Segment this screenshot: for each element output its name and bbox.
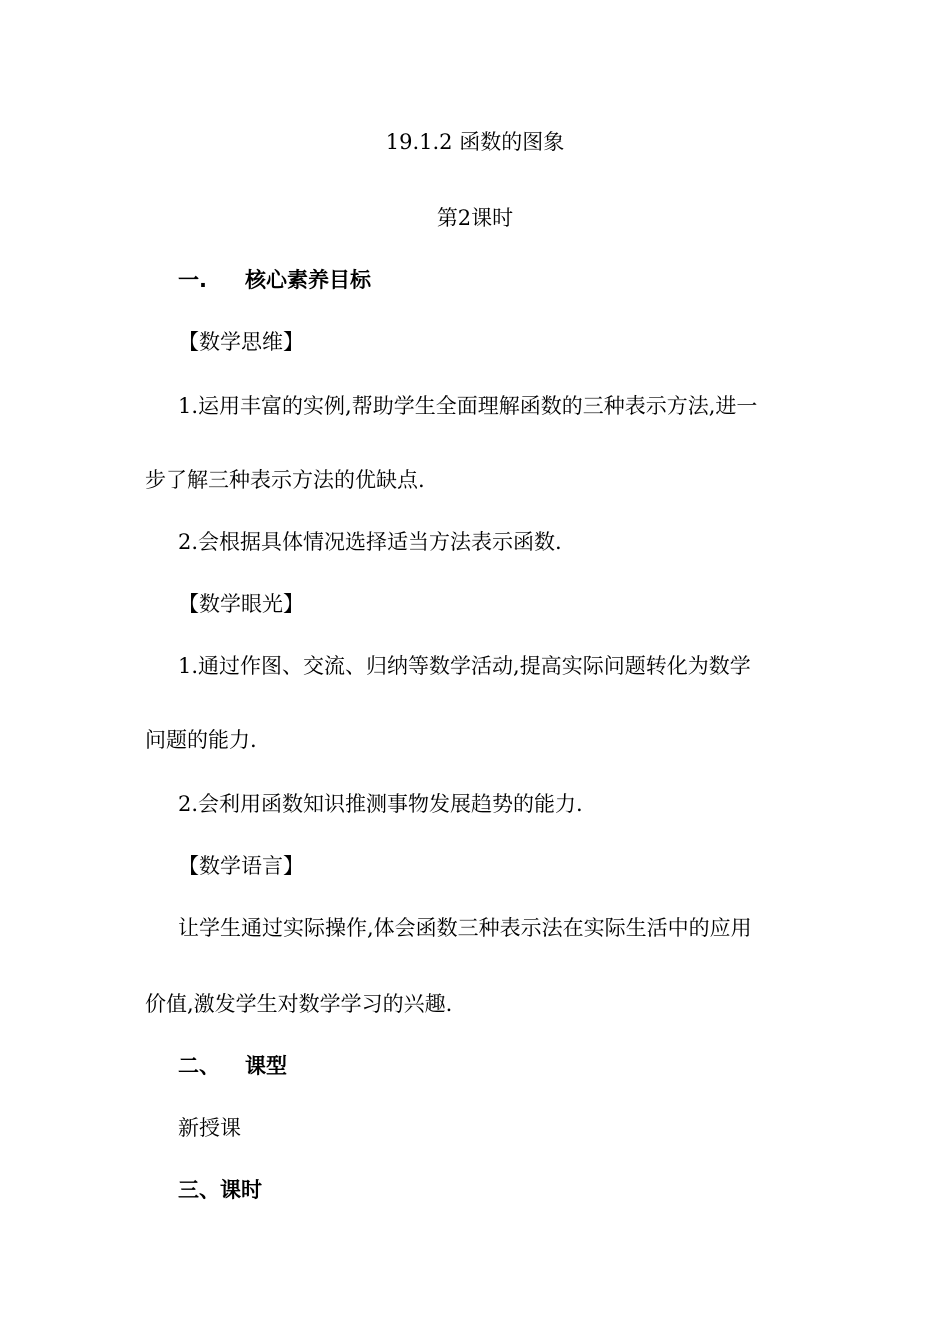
paragraph-line: 1.通过作图、交流、归纳等数学活动,提高实际问题转化为数学 bbox=[178, 654, 751, 678]
paragraph-line: 让学生通过实际操作,体会函数三种表示法在实际生活中的应用 bbox=[178, 916, 752, 940]
section-title: 核心素养目标 bbox=[245, 268, 371, 292]
paragraph-line: 价值,激发学生对数学学习的兴趣. bbox=[145, 992, 453, 1016]
subheading-math-thinking: 【数学思维】 bbox=[178, 330, 304, 354]
paragraph-line: 问题的能力. bbox=[145, 728, 257, 752]
document-title: 19.1.2 函数的图象 bbox=[385, 130, 565, 154]
paragraph-line: 2.会利用函数知识推测事物发展趋势的能力. bbox=[178, 792, 583, 816]
section-number: 二、 bbox=[178, 1054, 220, 1078]
paragraph-line: 1.运用丰富的实例,帮助学生全面理解函数的三种表示方法,进一 bbox=[178, 394, 758, 418]
paragraph-line: 2.会根据具体情况选择适当方法表示函数. bbox=[178, 530, 562, 554]
section-heading-lesson-type bbox=[178, 1053, 287, 1079]
subheading-math-vision: 【数学眼光】 bbox=[178, 592, 304, 616]
section-number: 一. bbox=[178, 268, 207, 292]
lesson-type-value: 新授课 bbox=[178, 1116, 241, 1140]
section-heading-class-hours: 三、课时 bbox=[178, 1178, 262, 1202]
section-heading-core-goals bbox=[178, 267, 371, 293]
paragraph-line: 步了解三种表示方法的优缺点. bbox=[145, 468, 425, 492]
section-title: 课型 bbox=[245, 1054, 287, 1078]
lesson-period: 第2课时 bbox=[436, 206, 514, 230]
subheading-math-language: 【数学语言】 bbox=[178, 854, 304, 878]
